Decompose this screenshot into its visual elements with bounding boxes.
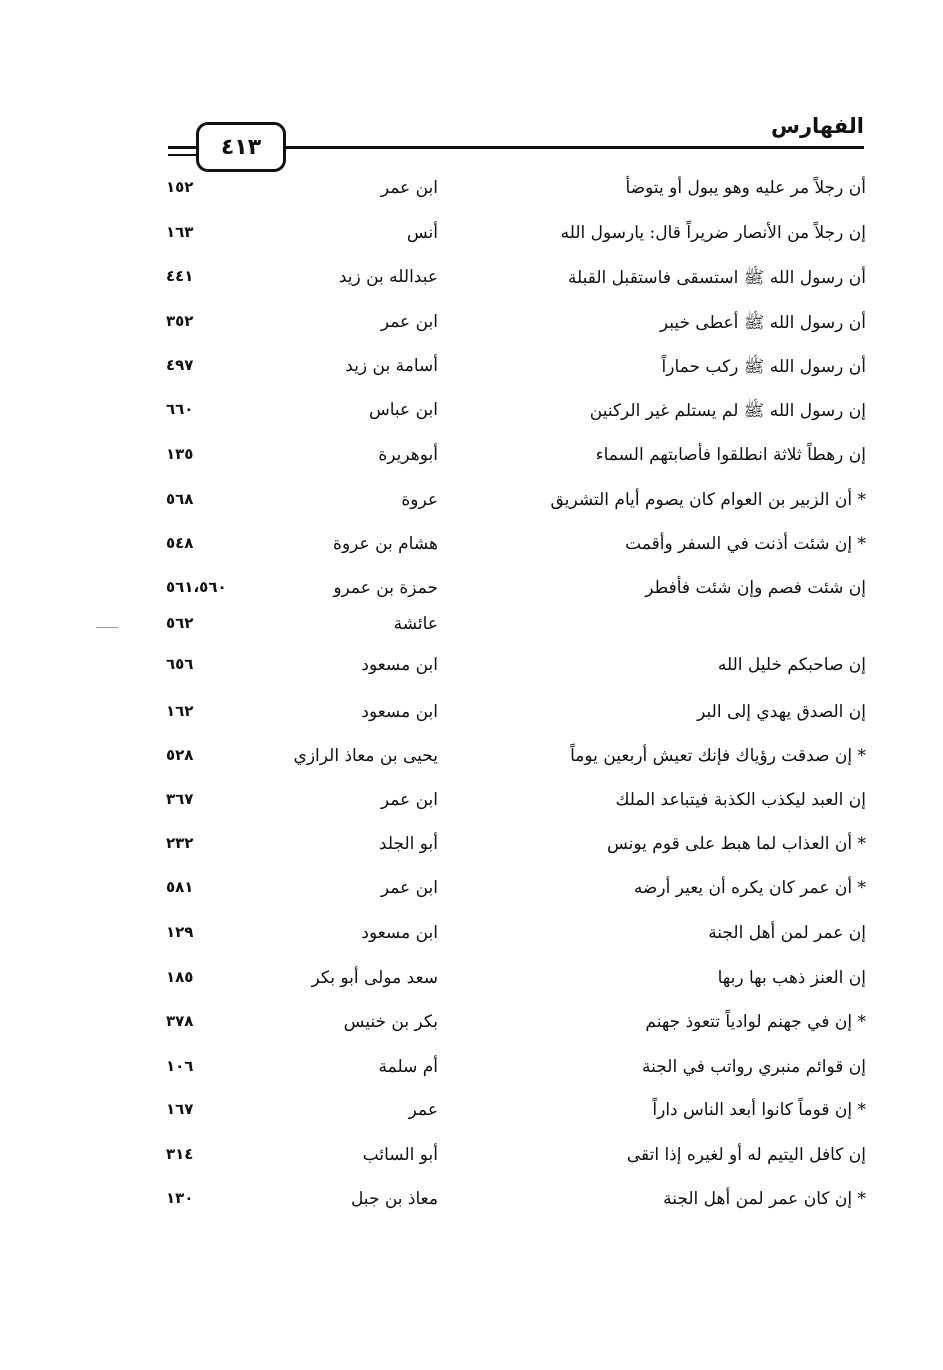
- narrator: ابن عباس: [368, 400, 438, 420]
- index-row: [150, 655, 866, 685]
- hadith-text: أن رسول الله ﷺ أعطى خيبر: [659, 313, 866, 333]
- hadith-text: * أن الزبير بن العوام كان يصوم أيام التشريق: [550, 490, 866, 510]
- narrator: عبدالله بن زيد: [338, 267, 438, 287]
- hadith-text: إن كافل اليتيم له أو لغيره إذا اتقى: [626, 1145, 866, 1165]
- narrator: حمزة بن عمرو: [333, 578, 438, 598]
- hadith-text: * أن العذاب لما هبط على قوم يونس: [606, 834, 866, 854]
- index-row: [150, 1189, 866, 1219]
- hadith-text: * إن شئت أذنت في السفر وأقمت: [625, 534, 866, 554]
- index-row: [150, 923, 866, 953]
- index-row: [150, 878, 866, 908]
- hadith-text: * إن في جهنم لوادياً تتعوذ جهنم: [645, 1012, 866, 1032]
- page-ref: ٣٦٧: [166, 790, 194, 808]
- page-number-box: [196, 122, 286, 172]
- index-row: [150, 1012, 866, 1042]
- page-ref: ٣١٤: [166, 1145, 194, 1163]
- index-row: [150, 614, 866, 644]
- index-row: [150, 312, 866, 342]
- page-ref: ٣٧٨: [166, 1012, 194, 1030]
- index-row: [150, 968, 866, 998]
- narrator: أبو السائب: [362, 1145, 438, 1165]
- narrator: عروة: [401, 490, 438, 510]
- hadith-text: إن الصدق يهدي إلى البر: [697, 702, 866, 722]
- hadith-text: * أن عمر كان يكره أن يعير أرضه: [633, 878, 866, 898]
- page-header: [168, 112, 864, 172]
- page-ref: ٥٢٨: [166, 746, 194, 764]
- narrator: سعد مولى أبو بكر: [311, 968, 438, 988]
- narrator: ابن عمر: [380, 790, 438, 810]
- hadith-text: أن رجلاً مر عليه وهو يبول أو يتوضأ: [625, 178, 866, 198]
- hadith-text: * إن كان عمر لمن أهل الجنة: [663, 1189, 866, 1209]
- page-ref: ١٦٣: [166, 223, 194, 241]
- page-number: ٤١٣: [220, 134, 262, 160]
- page-ref: ٢٣٢: [166, 834, 194, 852]
- hadith-text: إن عمر لمن أهل الجنة: [708, 923, 866, 943]
- narrator: ابن عمر: [380, 878, 438, 898]
- page-ref: ٤٩٧: [166, 356, 194, 374]
- index-row: [150, 578, 866, 608]
- index-row: [150, 267, 866, 297]
- page-ref: ١٣٥: [166, 445, 194, 463]
- margin-mark: [96, 627, 118, 628]
- page-ref: ٥٦٢: [166, 614, 194, 632]
- narrator: معاذ بن جبل: [350, 1189, 438, 1209]
- hadith-text: إن رجلاً من الأنصار ضريراً قال: يارسول الله: [560, 223, 866, 243]
- hadith-text: إن العنز ذهب بها ربها: [717, 968, 866, 988]
- index-row: [150, 1100, 866, 1130]
- index-row: [150, 400, 866, 430]
- page-ref: ٤٤١: [166, 267, 194, 285]
- page-ref: ٥٨١: [166, 878, 194, 896]
- page-ref: ١٦٢: [166, 702, 194, 720]
- narrator: أبو الجلد: [378, 834, 438, 854]
- page-ref: ١٥٢: [166, 178, 194, 196]
- narrator: ابن عمر: [380, 178, 438, 198]
- hadith-text: أن رسول الله ﷺ ركب حماراً: [661, 357, 866, 377]
- page-ref: ٣٥٢: [166, 312, 194, 330]
- narrator: ابن مسعود: [361, 655, 438, 675]
- index-row: [150, 746, 866, 776]
- hadith-text: * إن صدقت رؤياك فإنك تعيش أربعين يوماً: [570, 746, 866, 766]
- index-row: [150, 1145, 866, 1175]
- narrator: ابن عمر: [380, 312, 438, 332]
- index-row: [150, 534, 866, 564]
- narrator: بكر بن خنيس: [343, 1012, 438, 1032]
- hadith-text: إن العبد ليكذب الكذبة فيتباعد الملك: [615, 790, 866, 810]
- index-row: [150, 178, 866, 208]
- narrator: ابن مسعود: [361, 702, 438, 722]
- index-row: [150, 1057, 866, 1087]
- narrator: أم سلمة: [378, 1057, 438, 1077]
- page-ref: ٦٦٠: [166, 400, 194, 418]
- index-row: [150, 490, 866, 520]
- page-ref: ٥٦٨: [166, 490, 194, 508]
- index-row: [150, 356, 866, 386]
- hadith-text: إن قوائم منبري رواتب في الجنة: [642, 1057, 866, 1077]
- narrator: عمر: [408, 1100, 438, 1120]
- narrator: أنس: [406, 223, 438, 243]
- index-row: [150, 790, 866, 820]
- index-row: [150, 223, 866, 253]
- page-ref: ٦٥٦: [166, 655, 194, 673]
- page-ref: ٥٦١،٥٦٠: [166, 578, 227, 596]
- narrator: ابن مسعود: [361, 923, 438, 943]
- page-ref: ١٨٥: [166, 968, 194, 986]
- hadith-text: إن شئت فصم وإن شئت فأفطر: [645, 578, 866, 598]
- page-ref: ١٢٩: [166, 923, 194, 941]
- narrator: عائشة: [393, 614, 438, 634]
- hadith-text: إن رهطاً ثلاثة انطلقوا فأصابتهم السماء: [595, 445, 866, 465]
- hadith-text: إن رسول الله ﷺ لم يستلم غير الركنين: [589, 401, 866, 421]
- hadith-text: إن صاحبكم خليل الله: [717, 655, 866, 675]
- narrator: أسامة بن زيد: [345, 356, 438, 376]
- index-row: [150, 702, 866, 732]
- hadith-text: * إن قوماً كانوا أبعد الناس داراً: [652, 1100, 866, 1120]
- page-ref: ١٠٦: [166, 1057, 194, 1075]
- index-row: [150, 445, 866, 475]
- page-ref: ١٣٠: [166, 1189, 194, 1207]
- section-title: الفهارس: [770, 114, 864, 138]
- narrator: أبوهريرة: [378, 445, 438, 465]
- narrator: هشام بن عروة: [333, 534, 438, 554]
- page-ref: ١٦٧: [166, 1100, 194, 1118]
- index-row: [150, 834, 866, 864]
- narrator: يحيى بن معاذ الرازي: [293, 746, 438, 766]
- hadith-text: أن رسول الله ﷺ استسقى فاستقبل القبلة: [567, 268, 866, 288]
- page-ref: ٥٤٨: [166, 534, 194, 552]
